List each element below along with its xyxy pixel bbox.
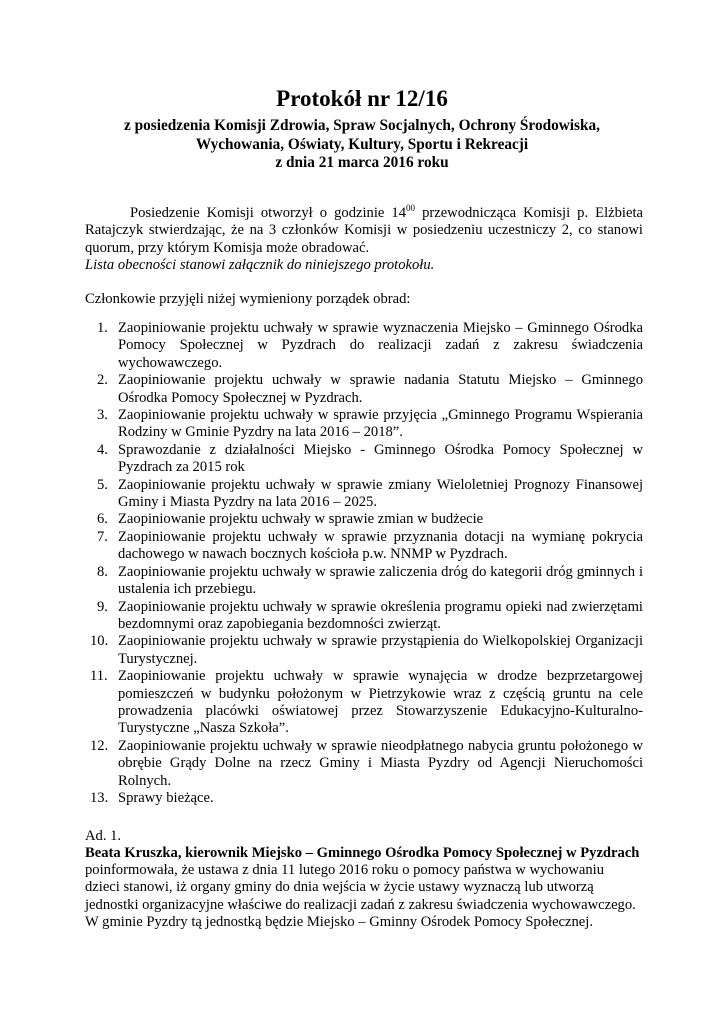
ad1-heading: Ad. 1.	[85, 828, 122, 844]
agenda-item	[85, 407, 643, 442]
agenda-item	[85, 372, 643, 407]
agenda-item-text: Sprawy bieżące.	[118, 789, 214, 806]
ad1-line: W gminie Pyzdry tą jednostką będzie Miejsko – Gminny Ośrodek Pomocy Społecznej.	[85, 914, 593, 931]
agenda-item-text: Zaopiniowanie projektu uchwały w sprawie przyznania dotacji na wymianę pokrycia dachowego w nawach bocznych kościoła p.w. NNMP w Pyzdrach.	[118, 528, 643, 563]
intro-time-superscript: 00	[406, 203, 416, 214]
intro-paragraph	[85, 205, 643, 275]
agenda-item	[85, 633, 643, 668]
agenda-item	[85, 564, 643, 599]
intro-text-after-time: przewodnicząca Komisji p. Elżbieta Ratajczyk stwierdzając, że na 3 członków Komisji w posiedzeniu uczestniczy 2, co stanowi quorum, przy którym Komisja może obradować.	[85, 205, 643, 256]
agenda-item-text: Zaopiniowanie projektu uchwały w sprawie przyjęcia „Gminnego Programu Wspierania Rodziny w Gminie Pyzdry na lata 2016 – 2018”.	[118, 407, 643, 441]
subtitle-line: Wychowania, Oświaty, Kultury, Sportu i Rekreacji	[195, 135, 529, 153]
agenda-item-text: Zaopiniowanie projektu uchwały w sprawie zmian w budżecie	[118, 511, 484, 528]
agenda-item	[85, 511, 643, 528]
agenda-list	[85, 320, 643, 807]
agenda-item-number: 2.	[97, 372, 108, 389]
agenda-item	[85, 668, 643, 738]
agenda-item	[85, 738, 643, 790]
agenda-item-text: Zaopiniowanie projektu uchwały w sprawie zaliczenia dróg do kategorii dróg gminnych i ustalenia ich przebiegu.	[118, 563, 643, 598]
agenda-item-text: Zaopiniowanie projektu uchwały w sprawie nadania Statutu Miejsko – Gminnego Ośrodka Pomocy Społecznej w Pyzdrach.	[118, 372, 643, 406]
agenda-item-number: 13.	[90, 789, 109, 806]
subtitle-line: z posiedzenia Komisji Zdrowia, Spraw Socjalnych, Ochrony Środowiska,	[124, 117, 600, 134]
ad1-line: poinformowała, że ustawa z dnia 11 lutego 2016 roku o pomocy państwa w wychowaniu	[85, 862, 605, 878]
ad1-line: dzieci stanowi, iż organy gminy do dnia wejścia w życie ustawy wyznaczą lub utworzą	[85, 879, 594, 896]
agenda-item-text: Zaopiniowanie projektu uchwały w sprawie określenia programu opieki nad zwierzętami bezdomnymi oraz zapobiegania bezdomności zwierząt.	[118, 598, 643, 632]
agenda-item-number: 9.	[97, 598, 108, 615]
agenda-item-number: 7.	[97, 528, 108, 545]
agenda-item-number: 12.	[90, 737, 109, 754]
agenda-item-text: Sprawozdanie z działalności Miejsko - Gminnego Ośrodka Pomocy Społecznej w Pyzdrach za 2015 rok	[118, 441, 643, 476]
agenda-item	[85, 599, 643, 634]
agenda-item-text: Zaopiniowanie projektu uchwały w sprawie wynajęcia w drodze bezprzetargowej pomieszczeń w budynku położonym w Pietrzykowie wraz z częścią gruntu na cele prowadzenia placówki oświatowej przez Stowarzyszenie Edukacyjno-Kulturalno-Turystyczne „Nasza Szkoła”.	[118, 668, 643, 737]
ad1-line: jednostki organizacyjne właściwe do realizacji zadań z zakresu świadczenia wychowawczego.	[85, 896, 636, 913]
agenda-item-text: Zaopiniowanie projektu uchwały w sprawie przystąpienia do Wielkopolskiej Organizacji Turystycznej.	[118, 633, 643, 667]
page-subtitle	[0, 117, 724, 173]
ad1-speaker: Beata Kruszka, kierownik Miejsko – Gminnego Ośrodka Pomocy Społecznej w Pyzdrach	[85, 845, 640, 861]
agenda-item	[85, 477, 643, 512]
agenda-item-number: 10.	[90, 633, 109, 650]
agenda-item-text: Zaopiniowanie projektu uchwały w sprawie nieodpłatnego nabycia gruntu położonego w obrębie Grądy Dolne na rzecz Gminy i Miasta Pyzdry od Agencji Nieruchomości Rolnych.	[118, 737, 643, 789]
agenda-item	[85, 790, 643, 807]
agenda-item	[85, 442, 643, 477]
agenda-item-number: 5.	[97, 476, 108, 493]
agenda-item-number: 11.	[90, 668, 108, 685]
attendance-note: Lista obecności stanowi załącznik do niniejszego protokołu.	[85, 257, 435, 274]
page-title: Protokół nr 12/16	[276, 86, 448, 111]
agenda-item	[85, 320, 643, 372]
agenda-item-number: 8.	[97, 563, 108, 580]
subtitle-line: z dnia 21 marca 2016 roku	[275, 154, 449, 171]
agenda-item-number: 3.	[97, 407, 108, 424]
members-intro: Członkowie przyjęli niżej wymieniony porządek obrad:	[85, 291, 411, 307]
agenda-item	[85, 529, 643, 564]
agenda-item-number: 4.	[97, 441, 108, 458]
intro-text-before-time: Posiedzenie Komisji otworzył o godzinie 14	[130, 205, 407, 221]
ad1-paragraph	[85, 862, 643, 932]
agenda-item-number: 6.	[97, 511, 108, 528]
agenda-item-text: Zaopiniowanie projektu uchwały w sprawie zmiany Wieloletniej Prognozy Finansowej Gminy i Miasta Pyzdry na lata 2016 – 2025.	[118, 476, 643, 511]
agenda-item-text: Zaopiniowanie projektu uchwały w sprawie wyznaczenia Miejsko – Gminnego Ośrodka Pomocy Społecznej w Pyzdrach do realizacji zadań z zakresu świadczenia wychowawczego.	[118, 320, 643, 371]
agenda-item-number: 1.	[97, 320, 108, 336]
